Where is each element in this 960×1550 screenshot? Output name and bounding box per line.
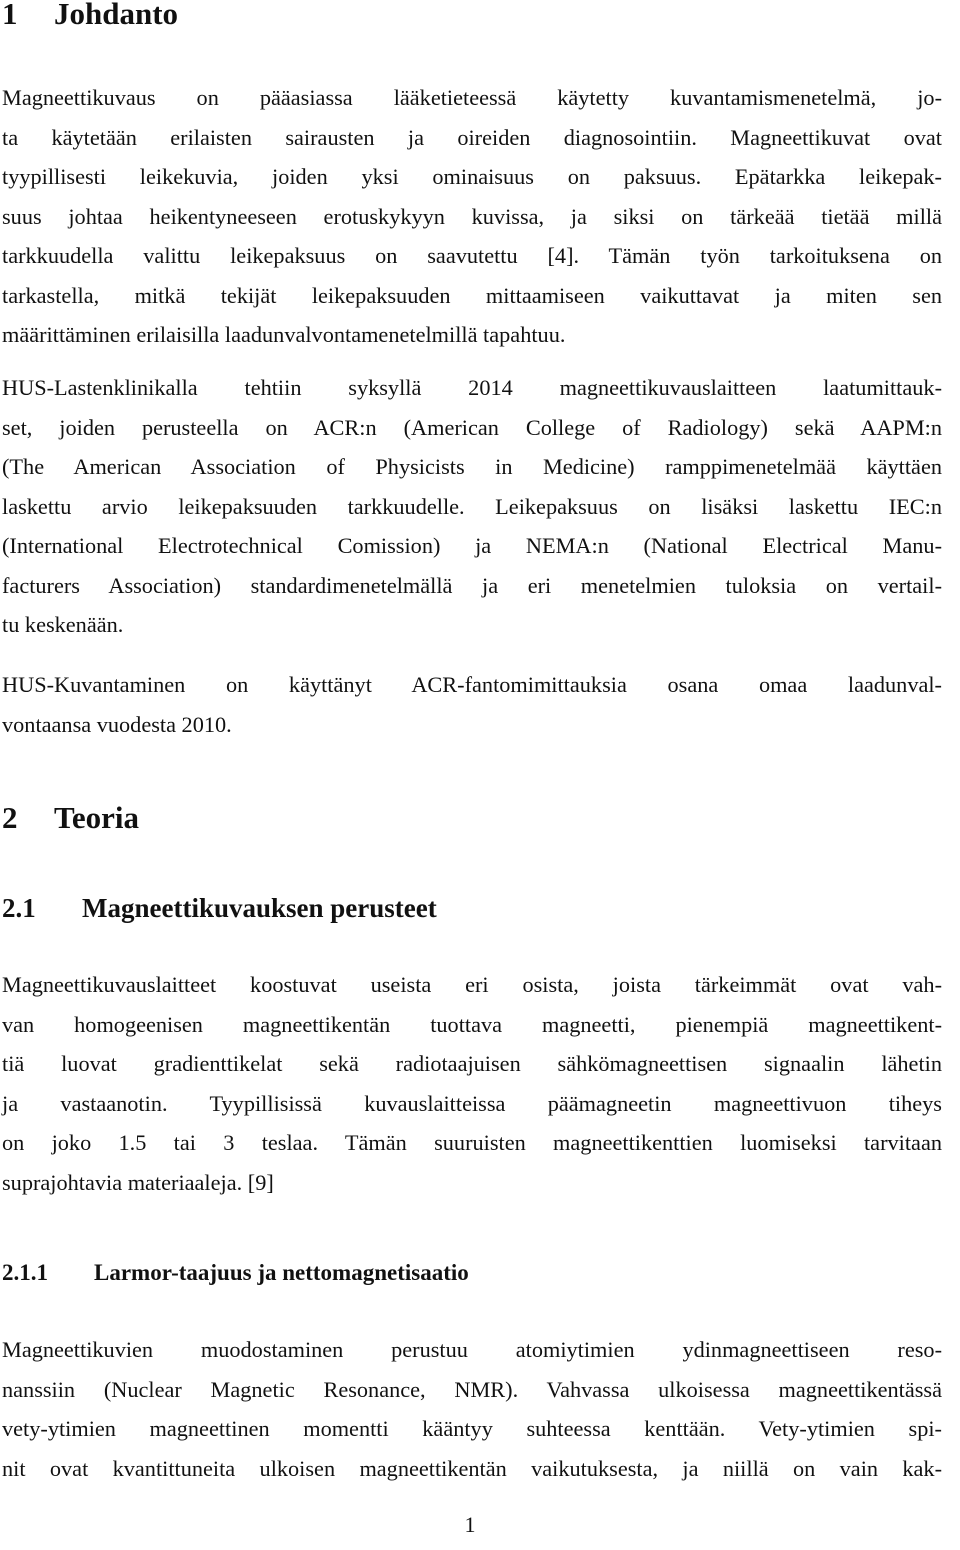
text-line: (International Electrotechnical Comission) ja NEMA:n (National Electrical Manu-: [2, 533, 942, 558]
paragraph-intro-1: [2, 78, 942, 355]
text-line: tu keskenään.: [2, 612, 124, 637]
text-line: Magneettikuvauslaitteet koostuvat useista eri osista, joista tärkeimmät ovat vah-: [2, 972, 942, 997]
section-number: 2.1.1: [2, 1260, 48, 1285]
section-number: 1: [2, 0, 18, 31]
text-line: tarkastella, mitkä tekijät leikepaksuuden mittaamiseen vaikuttavat ja miten sen: [2, 282, 942, 308]
section-number: 2.1: [2, 893, 36, 923]
text-line: ja vastaanotin. Tyypillisissä kuvauslaitteissa päämagneetin magneettivuon tiheys: [2, 1090, 942, 1116]
text-line: ta käytetään erilaisten sairausten ja oireiden diagnosointiin. Magneettikuvat ovat: [2, 124, 942, 150]
subsection-heading-perusteet: [2, 893, 437, 924]
text-line: vontaansa vuodesta 2010.: [2, 711, 232, 737]
text-line: suus johtaa heikentyneeseen erotuskykyyn kuvissa, ja siksi on tärkeää tietää millä: [2, 203, 942, 229]
paragraph-larmor: [2, 1330, 942, 1488]
section-heading-teoria: [2, 800, 139, 836]
text-line: set, joiden perusteella on ACR:n (American College of Radiology) sekä AAPM:n: [2, 414, 942, 440]
paragraph-basics: [2, 965, 942, 1202]
text-line: HUS-Lastenklinikalla tehtiin syksyllä 2014 magneettikuvauslaitteen laatumittauk-: [2, 375, 942, 400]
text-line: on joko 1.5 tai 3 teslaa. Tämän suuruisten magneettikenttien luomiseksi tarvitaan: [2, 1130, 942, 1155]
text-line: nanssiin (Nuclear Magnetic Resonance, NMR). Vahvassa ulkoisessa magneettikentässä: [2, 1376, 942, 1402]
paragraph-intro-2: [2, 368, 942, 645]
text-line: määrittäminen erilaisilla laadunvalvontamenetelmillä tapahtuu.: [2, 322, 566, 347]
text-line: nit ovat kvantittuneita ulkoisen magneettikentän vaikutuksesta, ja niillä on vain kak-: [2, 1455, 942, 1481]
section-title: Magneettikuvauksen perusteet: [82, 893, 437, 923]
text-line: vety-ytimien magneettinen momentti kääntyy suhteessa kenttään. Vety-ytimien spi-: [2, 1416, 942, 1441]
text-line: HUS-Kuvantaminen on käyttänyt ACR-fantomimittauksia osana omaa laadunval-: [2, 672, 942, 697]
subsubsection-heading-larmor: [2, 1260, 469, 1286]
text-line: tyypillisesti leikekuvia, joiden yksi ominaisuus on paksuus. Epätarkka leikepak-: [2, 164, 942, 189]
paragraph-intro-3: [2, 665, 942, 744]
text-line: Magneettikuvaus on pääasiassa lääketieteessä käytetty kuvantamismenetelmä, jo-: [2, 85, 942, 110]
text-line: facturers Association) standardimenetelmällä ja eri menetelmien tuloksia on vertail-: [2, 572, 942, 598]
section-number: 2: [2, 800, 18, 835]
text-line: van homogeenisen magneettikentän tuottava magneetti, pienempiä magneettikent-: [2, 1011, 942, 1037]
page-number: 1: [464, 1512, 476, 1537]
section-title: Johdanto: [54, 0, 179, 31]
text-line: tarkkuudella valittu leikepaksuus on saavutettu [4]. Tämän työn tarkoituksena on: [2, 243, 942, 268]
text-line: Magneettikuvien muodostaminen perustuu atomiytimien ydinmagneettiseen reso-: [2, 1337, 942, 1362]
section-title: Teoria: [54, 800, 139, 835]
section-title: Larmor-taajuus ja nettomagnetisaatio: [94, 1260, 469, 1285]
text-line: suprajohtavia materiaaleja. [9]: [2, 1169, 274, 1195]
text-line: tiä luovat gradienttikelat sekä radiotaajuisen sähkömagneettisen signaalin lähetin: [2, 1051, 942, 1076]
section-heading-johdanto: [2, 0, 178, 32]
text-line: (The American Association of Physicists in Medicine) ramppimenetelmää käyttäen: [2, 454, 942, 479]
text-line: laskettu arvio leikepaksuuden tarkkuudelle. Leikepaksuus on lisäksi laskettu IEC:n: [2, 493, 942, 519]
